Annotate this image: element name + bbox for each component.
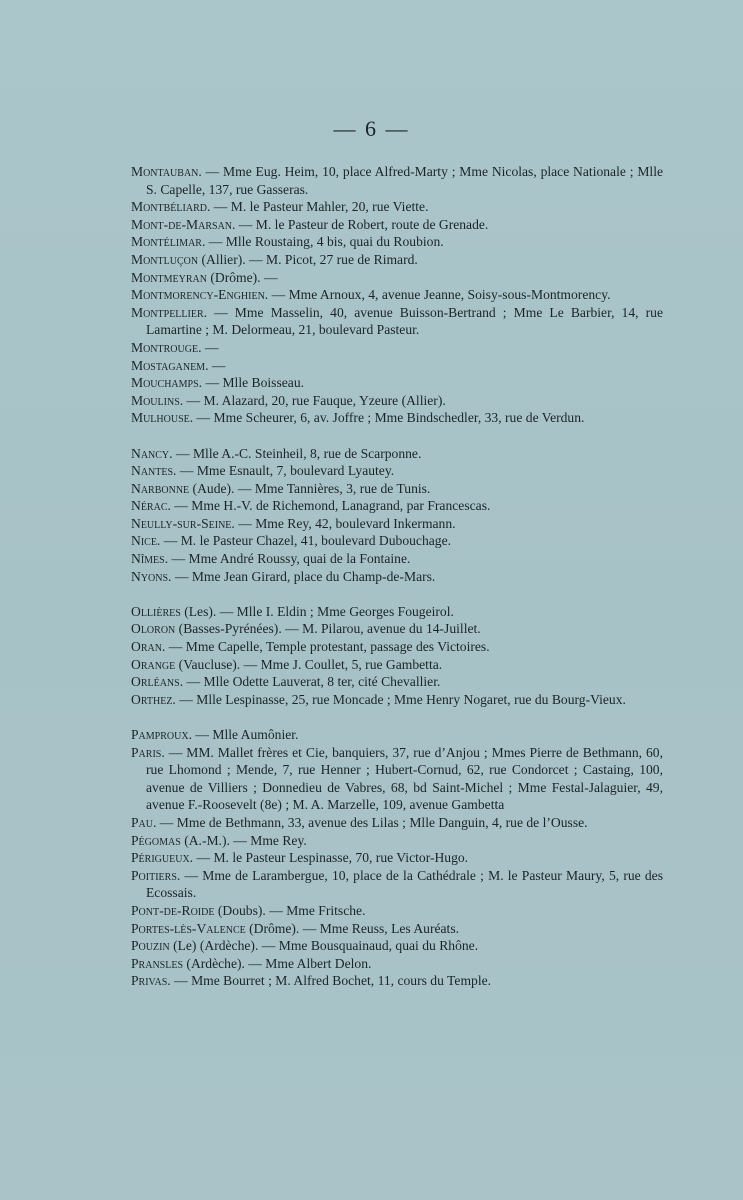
directory-entry [131, 357, 663, 375]
entry-details: — Mme Rey, 42, boulevard Inkermann. [234, 515, 456, 531]
entry-details: — Mlle Aumônier. [191, 727, 299, 742]
directory-entry [131, 480, 663, 498]
entry-details: — M. le Pasteur Chazel, 41, boulevard Dubouchage. [160, 533, 452, 549]
directory-entry [131, 374, 663, 392]
directory-entry [131, 163, 663, 198]
entry-details: (Ardèche). — Mme Albert Delon. [183, 955, 372, 971]
directory-entry [131, 251, 663, 269]
entry-details: — Mme Masselin, 40, avenue Buisson-Bertrand ; Mme Le Barbier, 14, rue Lamartine ; M. Delormeau, 21, boulevard Pasteur. [146, 304, 663, 338]
place-name: Moulins. [131, 392, 184, 408]
place-name: Privas. [131, 973, 171, 989]
entry-details: — Mlle Roustaing, 4 bis, quai du Roubion. [205, 234, 444, 250]
entry-details: — Mme Bourret ; M. Alfred Bochet, 11, cours du Temple. [170, 973, 492, 989]
directory-list [131, 163, 663, 990]
directory-entry [131, 920, 663, 938]
entry-details: (Doubs). — Mme Fritsche. [214, 902, 366, 918]
place-name: Nyons. [131, 568, 172, 584]
directory-entry [131, 339, 663, 357]
place-name: Narbonne [131, 480, 190, 496]
entry-details: (A.-M.). — Mme Rey. [180, 832, 307, 848]
place-name: Oloron [131, 621, 176, 637]
place-name: Pégomas [131, 832, 181, 848]
place-name: Mulhouse. [131, 410, 194, 426]
place-name: Nérac. [131, 498, 171, 514]
entry-details: — Mme Jean Girard, place du Champ-de-Mars. [171, 568, 436, 584]
entry-details: — Mme H.-V. de Richemond, Lanagrand, par Francescas. [170, 498, 491, 514]
entry-details: (Vaucluse). — Mme J. Coullet, 5, rue Gambetta. [175, 656, 443, 672]
place-name: Orléans. [131, 674, 184, 690]
directory-entry [131, 937, 663, 955]
entry-details: — M. le Pasteur de Robert, route de Grenade. [235, 216, 489, 232]
entry-details: — Mlle Lespinasse, 25, rue Moncade ; Mme Henry Nogaret, rue du Bourg-Vieux. [175, 691, 626, 707]
entry-details: — Mlle A.-C. Steinheil, 8, rue de Scarponne. [172, 445, 422, 461]
place-name: Poitiers. [131, 867, 181, 883]
group-separator [131, 708, 663, 726]
entry-details: — M. le Pasteur Mahler, 20, rue Viette. [210, 199, 429, 215]
entry-details: — Mlle Odette Lauverat, 8 ter, cité Chevallier. [183, 674, 441, 690]
group-separator [131, 427, 663, 445]
directory-entry [131, 620, 663, 638]
group-separator [131, 585, 663, 603]
entry-details: — [208, 357, 226, 373]
directory-entry [131, 955, 663, 973]
place-name: Montmorency-Enghien. [131, 287, 269, 303]
place-name: Périgueux. [131, 850, 194, 866]
place-name: Orange [131, 656, 176, 672]
directory-entry [131, 691, 663, 709]
directory-entry [131, 392, 663, 410]
place-name: Mont-de-Marsan. [131, 216, 236, 232]
place-name: Neully-sur-Seine. [131, 515, 235, 531]
place-name: Montrouge. [131, 339, 202, 355]
entry-details: (Drôme). — Mme Reuss, Les Auréats. [245, 920, 460, 936]
directory-entry [131, 673, 663, 691]
entry-details: — Mme Esnault, 7, boulevard Lyautey. [176, 463, 395, 479]
place-name: Nice. [131, 533, 161, 549]
place-name: Mostaganem. [131, 357, 209, 373]
entry-details: (Aude). — Mme Tannières, 3, rue de Tunis. [189, 480, 431, 496]
entry-details: — M. le Pasteur Lespinasse, 70, rue Victor-Hugo. [193, 850, 469, 866]
directory-entry [131, 198, 663, 216]
entry-details: (Allier). — M. Picot, 27 rue de Rimard. [198, 251, 418, 267]
place-name: Montpellier. [131, 304, 208, 320]
directory-entry [131, 656, 663, 674]
directory-entry [131, 726, 663, 744]
directory-entry [131, 814, 663, 832]
place-name: Oran. [131, 639, 166, 655]
place-name: Paris. [131, 744, 165, 760]
entry-details: (Drôme). — [206, 269, 278, 285]
place-name: Pouzin [131, 938, 170, 954]
entry-details: (Les). — Mlle I. Eldin ; Mme Georges Fougeirol. [180, 603, 454, 619]
directory-entry [131, 972, 663, 990]
entry-details: (Basses-Pyrénées). — M. Pilarou, avenue du 14-Juillet. [175, 621, 481, 637]
directory-entry [131, 233, 663, 251]
directory-entry [131, 532, 663, 550]
entry-details: — Mme de Bethmann, 33, avenue des Lilas ; Mlle Danguin, 4, rue de l’Ousse. [156, 814, 588, 830]
directory-entry [131, 445, 663, 463]
directory-entry [131, 867, 663, 902]
entry-details: (Le) (Ardèche). — Mme Bousquainaud, quai du Rhône. [169, 938, 479, 954]
directory-entry [131, 832, 663, 850]
directory-entry [131, 550, 663, 568]
entry-details: — Mme Arnoux, 4, avenue Jeanne, Soisy-sous-Montmorency. [268, 287, 611, 303]
page-number: — 6 — [333, 116, 410, 141]
place-name: Pont-de-Roide [131, 902, 215, 918]
place-name: Nîmes. [131, 551, 169, 567]
entry-details: — Mlle Boisseau. [202, 375, 305, 391]
directory-entry [131, 216, 663, 234]
directory-entry [131, 269, 663, 287]
place-name: Pau. [131, 814, 157, 830]
directory-entry [131, 603, 663, 621]
directory-entry [131, 286, 663, 304]
entry-details: — Mme André Roussy, quai de la Fontaine. [168, 551, 411, 567]
directory-entry [131, 409, 663, 427]
entry-details: — Mme Capelle, Temple protestant, passage des Victoires. [165, 639, 490, 655]
entry-details: — [201, 339, 219, 355]
entry-details: — Mme de Larambergue, 10, place de la Cathédrale ; M. le Pasteur Maury, 5, rue des Ecossais. [146, 867, 663, 901]
place-name: Montbéliard. [131, 199, 211, 215]
directory-entry [131, 497, 663, 515]
directory-entry [131, 515, 663, 533]
entry-details: — Mme Scheurer, 6, av. Joffre ; Mme Bindschedler, 33, rue de Verdun. [193, 410, 585, 426]
directory-entry [131, 462, 663, 480]
directory-entry [131, 568, 663, 586]
place-name: Ollières [131, 603, 181, 619]
entry-details: — Mme Eug. Heim, 10, place Alfred-Marty ; Mme Nicolas, place Nationale ; Mlle S. Capelle, 137, rue Gasseras. [146, 164, 663, 197]
place-name: Montélimar. [131, 234, 206, 250]
place-name: Nantes. [131, 463, 177, 479]
directory-entry [131, 638, 663, 656]
place-name: Nancy. [131, 445, 173, 461]
entry-details: — M. Alazard, 20, rue Fauque, Yzeure (Allier). [183, 392, 446, 408]
directory-entry [131, 304, 663, 339]
place-name: Pamproux. [131, 727, 192, 742]
place-name: Montluçon [131, 251, 199, 267]
directory-entry [131, 744, 663, 814]
directory-entry [131, 849, 663, 867]
place-name: Pransles [131, 955, 184, 971]
place-name: Portes-lès-Valence [131, 920, 246, 936]
place-name: Orthez. [131, 691, 176, 707]
place-name: Montauban. [131, 164, 202, 179]
place-name: Montmeyran [131, 269, 207, 285]
directory-entry [131, 902, 663, 920]
place-name: Mouchamps. [131, 375, 203, 391]
entry-details: — MM. Mallet frères et Cie, banquiers, 37, rue d’Anjou ; Mmes Pierre de Bethmann, 60, rue Lhomond ; Mende, 7, rue Henner ; Hubert-Cornud, 62, rue Condorcet ; Castaing, 100, avenue de Villiers ; Donnedieu de Vabres, 68, bd Saint-Michel ; Mme Festal-Jalaguier, 49, avenue F.-Roosevelt (8e) ; M. A. Marzelle, 109, avenue Gambetta [146, 744, 663, 813]
